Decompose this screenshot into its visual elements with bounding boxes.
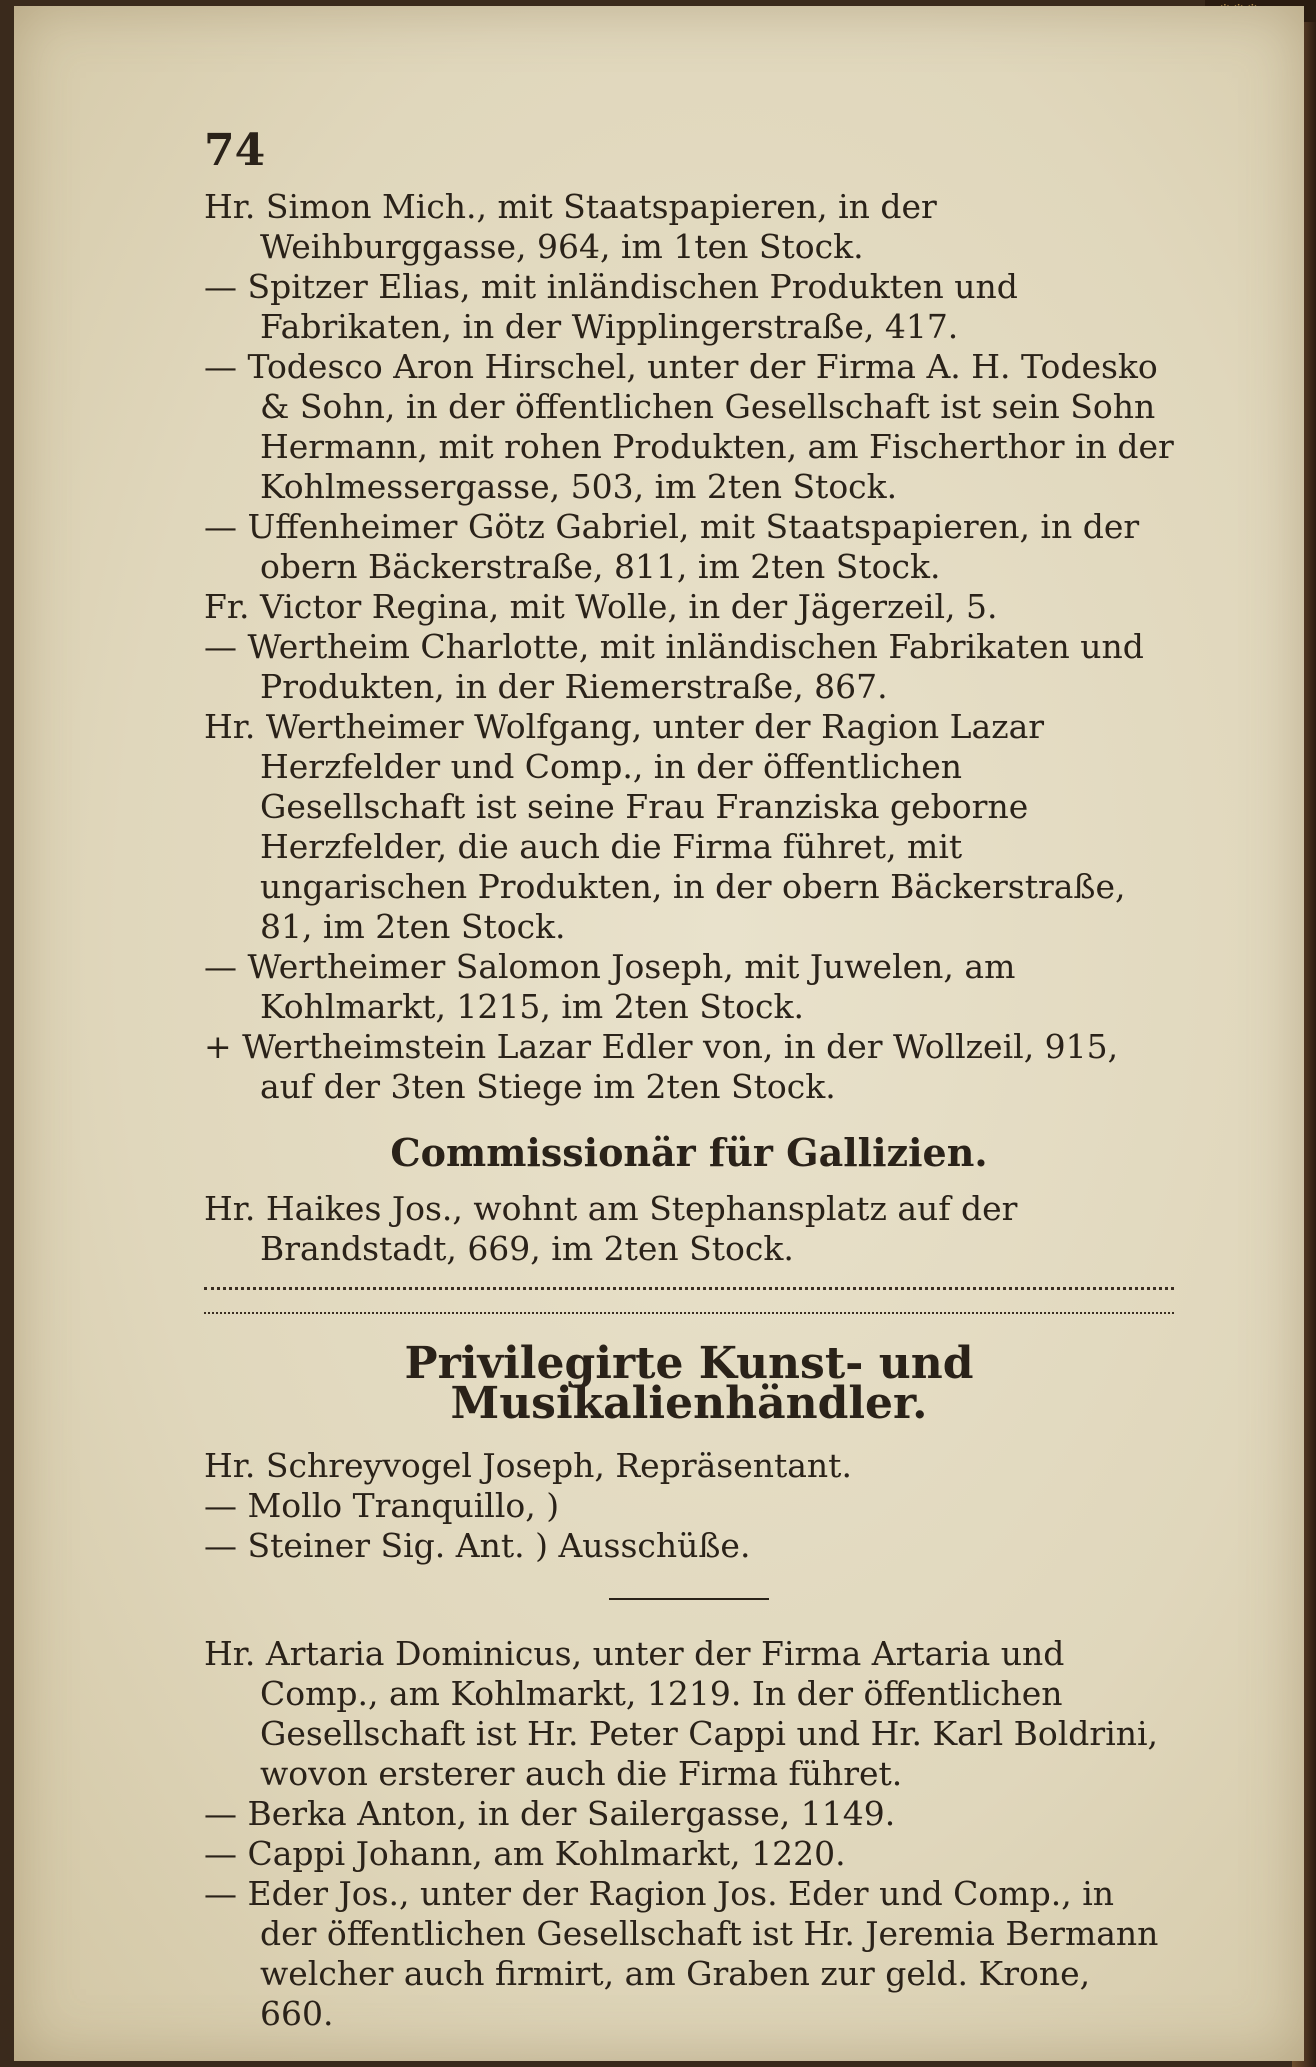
list-item: — Wertheim Charlotte, mit inländischen Fabrikaten und Produkten, in der Riemerstraße, 867. — [204, 627, 1144, 706]
list-item: — Spitzer Elias, mit inländischen Produkten und Fabrikaten, in der Wipplingerstraße, 417. — [204, 267, 1018, 346]
list-item: Hr. Simon Mich., mit Staatspapieren, in der Weihburggasse, 964, im 1ten Stock. — [204, 187, 937, 266]
list-item: Hr. Haikes Jos., wohnt am Stephansplatz auf der Brandstadt, 669, im 2ten Stock. — [204, 1189, 1018, 1268]
book-page — [14, 6, 1304, 2061]
list-item: — Mollo Tranquillo, ) — [204, 1486, 560, 1525]
page-content — [204, 125, 1174, 2034]
short-divider — [609, 1598, 769, 1600]
list-item: — Wertheimer Salomon Joseph, mit Juwelen, am Kohlmarkt, 1215, im 2ten Stock. — [204, 947, 1016, 1026]
list-item: Hr. Wertheimer Wolfgang, unter der Ragion Lazar Herzfelder und Comp., in der öffentlichen Gesellschaft ist seine Frau Franziska geborne Herzfelder, die auch die Firma führet, mit ungarischen Produkten, in der obern Bäckerstraße, 81, im 2ten Stock. — [204, 707, 1126, 946]
list-item: — Berka Anton, in der Sailergasse, 1149. — [204, 1794, 896, 1833]
list-item: — Steiner Sig. Ant. ) Ausschüße. — [204, 1526, 751, 1565]
section-heading-commissionaer: Commissionär für Gallizien. — [390, 1130, 988, 1175]
page-number: 74 — [204, 125, 266, 176]
list-item: — Todesco Aron Hirschel, unter der Firma A. H. Todesko & Sohn, in der öffentlichen Gesellschaft ist sein Sohn Hermann, mit rohen Produkten, am Fischerthor in der Kohlmessergasse, 503, im 2ten Stock. — [204, 347, 1174, 506]
list-item: Hr. Artaria Dominicus, unter der Firma Artaria und Comp., am Kohlmarkt, 1219. In der öffentlichen Gesellschaft ist Hr. Peter Cappi und Hr. Karl Boldrini, wovon ersterer auch die Firma führet. — [204, 1634, 1159, 1793]
list-item: — Eder Jos., unter der Ragion Jos. Eder und Comp., in der öffentlichen Gesellschaft ist Hr. Jeremia Bermann welcher auch firmirt, am Graben zur geld. Krone, 660. — [204, 1874, 1159, 2033]
list-item: + Wertheimstein Lazar Edler von, in der Wollzeil, 915, auf der 3ten Stiege im 2ten Stock. — [204, 1027, 1119, 1106]
merchant-list — [204, 187, 1174, 1107]
board-list — [204, 1446, 1174, 1566]
section-heading-musikalienhaendler: Privilegirte Kunst- und Musikalienhändler. — [404, 1338, 974, 1429]
list-item: Hr. Schreyvogel Joseph, Repräsentant. — [204, 1446, 852, 1485]
ornamental-divider — [204, 1287, 1174, 1314]
list-item: — Uffenheimer Götz Gabriel, mit Staatspapieren, in der obern Bäckerstraße, 811, im 2ten Stock. — [204, 507, 1140, 586]
list-item: — Cappi Johann, am Kohlmarkt, 1220. — [204, 1834, 846, 1873]
dealer-list — [204, 1634, 1174, 2034]
commissionaer-list — [204, 1189, 1174, 1269]
list-item: Fr. Victor Regina, mit Wolle, in der Jägerzeil, 5. — [204, 587, 998, 626]
